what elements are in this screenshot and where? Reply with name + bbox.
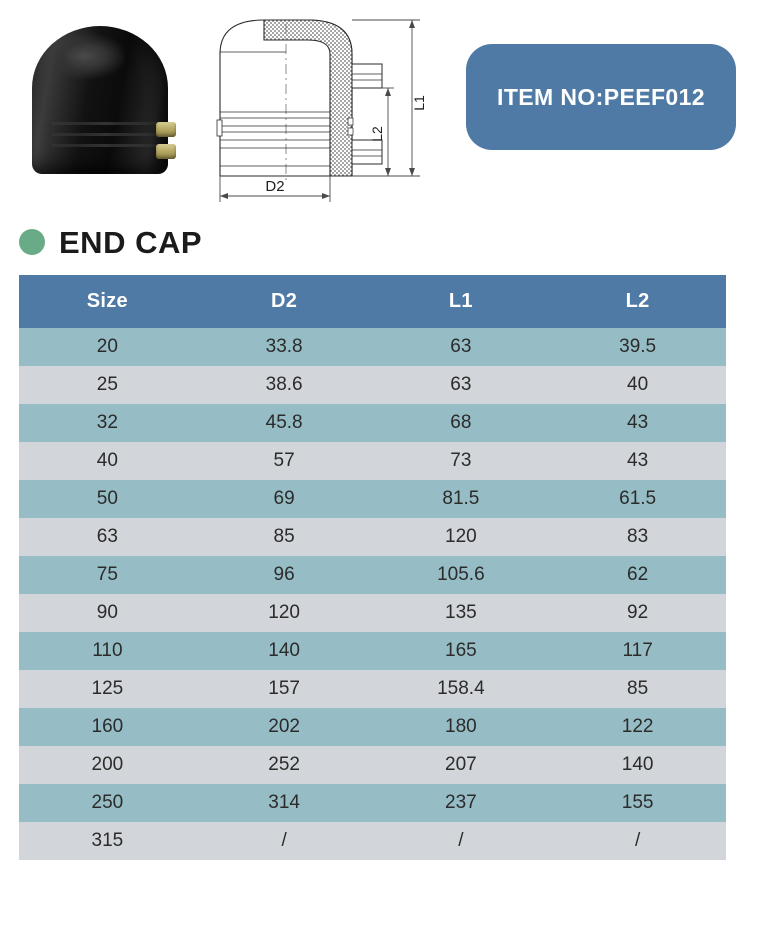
table-cell-d2: 120 (196, 594, 373, 632)
table-cell-l1: 158.4 (373, 670, 550, 708)
table-cell-size: 40 (19, 442, 196, 480)
table-cell-d2: 202 (196, 708, 373, 746)
table-row (19, 556, 726, 594)
table-cell-d2: 96 (196, 556, 373, 594)
table-cell-l1: 73 (373, 442, 550, 480)
table-cell-l2: 39.5 (549, 328, 726, 366)
table-cell-d2: 45.8 (196, 404, 373, 442)
table-cell-size: 20 (19, 328, 196, 366)
table-cell-l1: / (373, 822, 550, 860)
column-header-size: Size (19, 275, 196, 328)
cap-ring (52, 133, 160, 136)
column-header-l2: L2 (549, 275, 726, 328)
brass-terminal-pin (156, 122, 176, 137)
d2-label: D2 (265, 178, 285, 195)
table-row (19, 670, 726, 708)
table-cell-l2: / (549, 822, 726, 860)
table-cell-d2: 33.8 (196, 328, 373, 366)
cross-section-svg (212, 8, 442, 208)
table-cell-d2: 252 (196, 746, 373, 784)
l2-label: L2 (369, 126, 385, 142)
table-cell-l2: 62 (549, 556, 726, 594)
table-cell-size: 75 (19, 556, 196, 594)
table-row (19, 480, 726, 518)
table-row (19, 404, 726, 442)
bullet-dot-icon (19, 229, 45, 255)
table-cell-d2: 140 (196, 632, 373, 670)
table-cell-l2: 43 (549, 442, 726, 480)
table-cell-size: 90 (19, 594, 196, 632)
table-cell-l1: 105.6 (373, 556, 550, 594)
table-cell-d2: 57 (196, 442, 373, 480)
table-header (19, 275, 726, 328)
lower-terminal (352, 140, 382, 164)
table-cell-d2: 157 (196, 670, 373, 708)
table-cell-size: 160 (19, 708, 196, 746)
table-cell-l1: 63 (373, 366, 550, 404)
table-cell-l2: 92 (549, 594, 726, 632)
photo-drop-shadow (36, 164, 164, 176)
page-title: END CAP (59, 224, 203, 260)
item-number-text: ITEM NO:PEEF012 (497, 83, 705, 110)
table-row (19, 822, 726, 860)
table-cell-l2: 85 (549, 670, 726, 708)
end-cap-body-image (32, 26, 168, 174)
table-cell-d2: 85 (196, 518, 373, 556)
table-cell-d2: 38.6 (196, 366, 373, 404)
table-row (19, 442, 726, 480)
table-row (19, 708, 726, 746)
section-title (19, 222, 202, 262)
header-area (0, 0, 764, 210)
table-cell-d2: 69 (196, 480, 373, 518)
table-cell-l1: 135 (373, 594, 550, 632)
table-cell-size: 315 (19, 822, 196, 860)
table-cell-l2: 155 (549, 784, 726, 822)
brass-terminal-pin (156, 144, 176, 159)
table-cell-l1: 120 (373, 518, 550, 556)
table-cell-l1: 63 (373, 328, 550, 366)
table-row (19, 366, 726, 404)
table-cell-size: 110 (19, 632, 196, 670)
table-cell-l1: 81.5 (373, 480, 550, 518)
table-cell-l2: 61.5 (549, 480, 726, 518)
table-cell-size: 250 (19, 784, 196, 822)
table-cell-size: 200 (19, 746, 196, 784)
table-row (19, 518, 726, 556)
table-cell-d2: 314 (196, 784, 373, 822)
table-cell-l1: 68 (373, 404, 550, 442)
table-cell-size: 32 (19, 404, 196, 442)
l1-label: L1 (411, 95, 427, 111)
table-cell-l2: 140 (549, 746, 726, 784)
table-cell-l2: 122 (549, 708, 726, 746)
table-cell-size: 25 (19, 366, 196, 404)
table-cell-l2: 83 (549, 518, 726, 556)
technical-drawing (212, 8, 442, 208)
product-photo (14, 14, 194, 184)
table-cell-l1: 180 (373, 708, 550, 746)
table-cell-size: 125 (19, 670, 196, 708)
table-cell-size: 63 (19, 518, 196, 556)
table-cell-l1: 237 (373, 784, 550, 822)
cap-ring (52, 122, 160, 125)
upper-terminal (352, 64, 382, 88)
table-row (19, 328, 726, 366)
specification-table (19, 275, 726, 860)
table-cell-l2: 117 (549, 632, 726, 670)
table-row (19, 746, 726, 784)
table-cell-size: 50 (19, 480, 196, 518)
table-cell-l2: 43 (549, 404, 726, 442)
table-cell-d2: / (196, 822, 373, 860)
table-row (19, 632, 726, 670)
table-body (19, 328, 726, 860)
cap-ring (52, 144, 160, 147)
table-header-row (19, 275, 726, 328)
table-row (19, 784, 726, 822)
left-notch (217, 120, 222, 136)
table-row (19, 594, 726, 632)
item-number-badge (466, 44, 736, 150)
column-header-l1: L1 (373, 275, 550, 328)
table-cell-l1: 207 (373, 746, 550, 784)
table-cell-l2: 40 (549, 366, 726, 404)
table-cell-l1: 165 (373, 632, 550, 670)
column-header-d2: D2 (196, 275, 373, 328)
